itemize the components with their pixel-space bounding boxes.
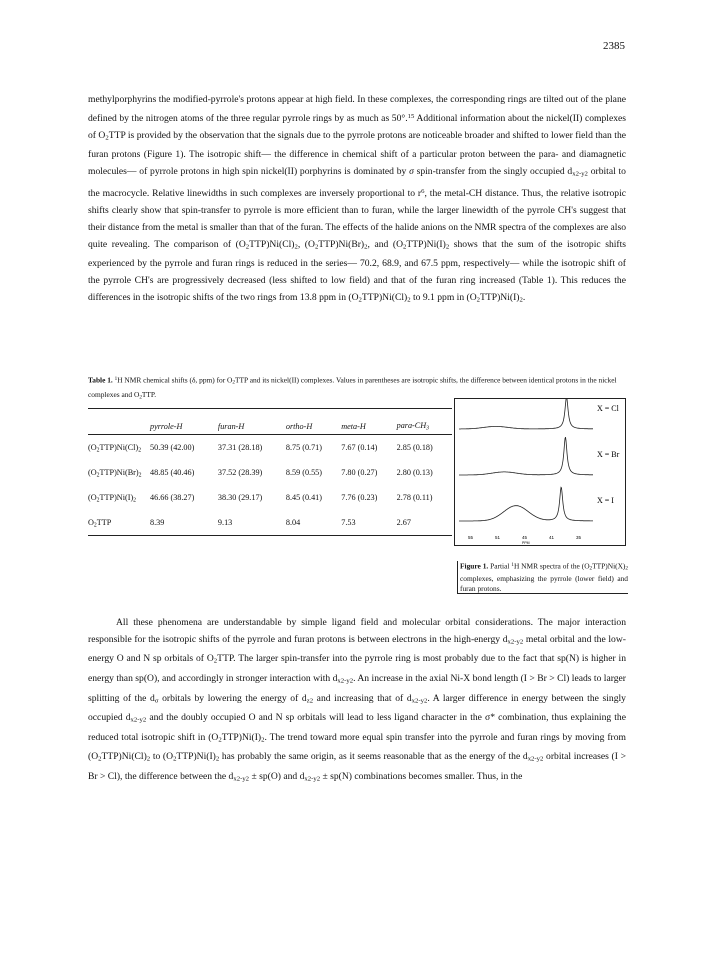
table-row [88,510,452,536]
table-cell-compound: $(O_2TTP)Ni(Br)_2$ [88,467,142,479]
table-cell: 8.04 [285,518,301,528]
table-cell: 7.76 (0.23) [341,493,378,503]
table-header-compound [88,409,150,435]
nmr-shift-table [88,408,452,536]
spectrum-label: X = Cl [597,404,619,413]
body-paragraph-1: methylporphyrins the modified-pyrrole's protons appear at high field. In these complexes, the corresponding rings are tilted out of the plane defined by the nitrogen atoms of the three regular pyrrole rings by as much as 50°.$^{15}$ Additional information about the nickel(II) complexes of $O_2TTP$ is provided by the observation that the signals due to the pyrrole protons are noticeable broader and shifted to lower field than the furan protons (Figure 1). The isotropic shift— the difference in chemical shift of a particular proton between the para- and diamagnetic molecules— of pyrrole protons in high spin nickel(II) porphyrins is dominated by σ spin-transfer from the singly occupied $d_{x2-y2}$ orbital to the macrocycle. Relative linewidths in such complexes are inversely proportional to $r^6$, the metal-CH distance. Thus, the relative isotropic shifts clearly show that spin-transfer to pyrrole is more efficient than to furan, while the larger linewidth of the pyrrole CH's suggest that their distance from the metal is smaller than that of the furan. The effects of the halide anions on the NMR spectra of the complexes are also quite revealing. The comparison of $(O_2TTP)Ni(Cl)_2$, $(O_2TTP)Ni(Br)_2$, and $(O_2TTP)Ni(I)_2$ shows that the sum of the isotropic shifts experienced by the pyrrole and furan rings is reduced in the series— 70.2, 68.9, and 67.5 ppm, respectively— while the isotropic shift of the pyrrole CH's are progressively decreased (less shifted to low field) and that of the furan ring increased (Table 1). This reduces the differences in the isotropic shifts of the two rings from 13.8 ppm in $(O_2TTP)Ni(Cl)_2$ to 9.1 ppm in $(O_2TTP)Ni(I)_2$. [88,94,626,304]
axis-tick-label: 45 [522,535,528,540]
axis-tick-label: 41 [549,535,555,540]
table-cell: 2.78 (0.11) [396,493,433,503]
table-cell: 8.45 (0.41) [285,493,322,503]
table-cell-compound: $O_2TTP$ [88,517,112,529]
table-header-row [88,409,452,435]
table-header-pyrrole: pyrrole-H [150,409,218,435]
table-cell: 2.80 (0.13) [396,468,433,478]
spectrum-trace [459,437,593,475]
table-row [88,435,452,461]
table-cell: 50.39 (42.00) [150,443,195,453]
table-cell: 7.67 (0.14) [341,443,378,453]
table-cell: 7.53 [341,518,356,528]
table-header-furan: furan-H [218,409,286,435]
axis-tick-label: 35 [576,535,582,540]
table-header-meta: meta-H [341,409,396,435]
table-row [88,485,452,510]
body-paragraph-2: All these phenomena are understandable by simple ligand field and molecular orbital considerations. The major interaction responsible for the isotropic shifts of the pyrrole and furan protons is between electrons in the high-energy $d_{x2-y2}$ metal orbital and the low-energy O and N sp orbitals of $O_2TTP$. The larger spin-transfer into the pyrrole ring is most probably due to the fact that sp(N) is higher in energy than sp(O), and accordingly in stronger interaction with $d_{x2-y2}$. An increase in the axial Ni-X bond length (I > Br > Cl) leads to larger splitting of the $d_\sigma$ orbitals by lowering the energy of $d_{z2}$ and increasing that of $d_{x2-y2}$. A larger difference in energy between the singly occupied $d_{x2-y2}$ and the doubly occupied O and N sp orbitals will lead to less ligand character in the σ* combination, thus explaining the reduced total isotropic shift in $(O_2TTP)Ni(I)_2$. The trend toward more equal spin transfer into the pyrrole and furan rings by moving from $(O_2TTP)Ni(Cl)_2$ to $(O_2TTP)Ni(I)_2$ has probably the same origin, as it seems reasonable that as the energy of the $d_{x2-y2}$ orbital increases (I > Br > Cl), the difference between the $d_{x2-y2} \pm sp(O)$ and $d_{x2-y2} \pm sp(N)$ combinations becomes smaller. Thus, in the [88,617,626,783]
table-caption: Table 1. $^1$H NMR chemical shifts (δ, ppm) for $O_2TTP$ and its nickel(II) complexes. Values in parentheses are isotropic shifts, the difference between identical protons in the nickel complexes and $O_2TTP$. [88,375,617,400]
table-cell-compound: $(O_2TTP)Ni(I)_2$ [88,492,137,504]
table-header-para: para-$CH_3$ [397,409,452,435]
spectrum-trace [459,487,593,521]
table-cell: 46.66 (38.27) [150,493,195,503]
table-cell: 48.85 (40.46) [150,468,195,478]
table-cell: 37.31 (28.18) [217,443,263,453]
table-cell: 2.85 (0.18) [396,443,433,453]
table-cell: 9.13 [217,518,233,528]
table-cell-compound: $(O_2TTP)Ni(Cl)_2$ [88,442,142,454]
nmr-spectra-plot [455,399,625,545]
figure-caption: Figure 1. Partial $^1$H NMR spectra of the $(O_2TTP)Ni(X)_2$ complexes, emphasizing the pyrrole (lower field) and furan protons. [457,561,628,594]
table-cell: 8.59 (0.55) [285,468,322,478]
page-number: 2385 [603,40,625,52]
table-cell: 8.39 [150,518,165,528]
spectrum-label: X = Br [597,450,620,459]
axis-tick-label: 55 [468,535,474,540]
spectrum-trace [459,399,593,429]
spectrum-label: X = I [597,496,614,505]
table-cell: 8.75 (0.71) [285,443,322,453]
table-cell: 2.67 [396,518,411,528]
table-row [88,460,452,485]
table-cell: 37.52 (28.39) [217,468,263,478]
axis-tick-label: 51 [495,535,501,540]
table-header-ortho: ortho-H [286,409,341,435]
nmr-spectra-figure [454,398,626,546]
table-cell: 7.80 (0.27) [341,468,378,478]
axis-unit-label: PPM [522,541,530,545]
table-cell: 38.30 (29.17) [217,493,263,503]
